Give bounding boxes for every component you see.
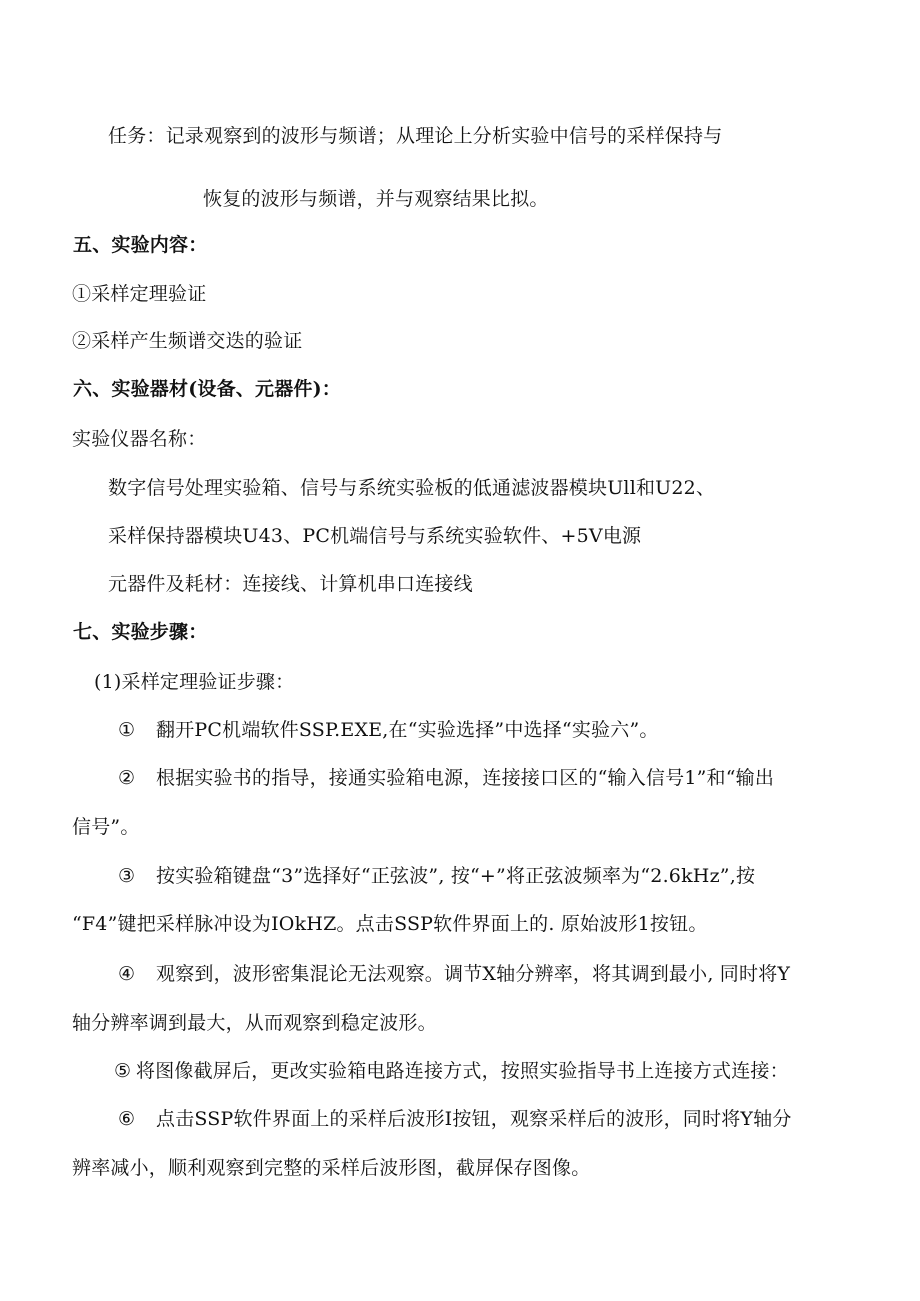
- step-text: 观察到，波形密集混论无法观察。调节X轴分辨率，将其调到最小, 同时将Y: [156, 963, 791, 985]
- content-item-1: ①采样定理验证: [72, 283, 207, 305]
- section-6-heading: 六、实验器材(设备、元器件)：: [73, 378, 341, 400]
- step-number: ④: [118, 963, 136, 985]
- step-text-continued: “F4”键把采样脉冲设为IOkHZ。点击SSP软件界面上的. 原始波形1按钮。: [72, 913, 708, 935]
- step-text: 根据实验书的指导，接通实验箱电源，连接接口区的“输入信号1”和“输出: [156, 767, 775, 789]
- step-number: ①: [118, 719, 136, 741]
- instrument-line-1: 数字信号处理实验箱、信号与系统实验板的低通滤波器模块Ull和U22、: [108, 477, 716, 499]
- section-7-heading: 七、实验步骤：: [73, 621, 208, 643]
- step-text: 按实验箱键盘“3”选择好“正弦波”, 按“+”将正弦波频率为“2.6kHz”,按: [156, 865, 756, 887]
- step-number: ⑤: [114, 1060, 132, 1082]
- task-line-1: 任务：记录观察到的波形与频谱；从理论上分析实验中信号的采样保持与: [108, 125, 723, 147]
- step-text: 点击SSP软件界面上的采样后波形I按钮，观察采样后的波形，同时将Y轴分: [156, 1108, 792, 1130]
- step-text: 将图像截屏后，更改实验箱电路连接方式，按照实验指导书上连接方式连接：: [136, 1060, 789, 1082]
- step-group-1: (1)采样定理验证步骤：: [94, 671, 295, 693]
- step-number: ②: [118, 767, 136, 789]
- task-line-2: 恢复的波形与频谱，并与观察结果比拟。: [203, 188, 549, 210]
- step-text-continued: 辨率减小，顺利观察到完整的采样后波形图，截屏保存图像。: [72, 1157, 591, 1179]
- section-5-heading: 五、实验内容：: [73, 234, 208, 256]
- step-text-continued: 信号”。: [72, 816, 140, 838]
- instrument-label: 实验仪器名称：: [72, 428, 207, 450]
- consumables-line: 元器件及耗材：连接线、计算机串口连接线: [108, 573, 473, 595]
- step-text: 翻开PC机端软件SSP.EXE,在“实验选择”中选择“实验六”。: [156, 719, 659, 741]
- instrument-line-2: 采样保持器模块U43、PC机端信号与系统实验软件、+5V电源: [108, 525, 642, 547]
- content-item-2: ②采样产生频谱交迭的验证: [72, 330, 303, 352]
- step-number: ⑥: [118, 1108, 136, 1130]
- step-text-continued: 轴分辨率调到最大，从而观察到稳定波形。: [72, 1012, 437, 1034]
- step-number: ③: [118, 865, 136, 887]
